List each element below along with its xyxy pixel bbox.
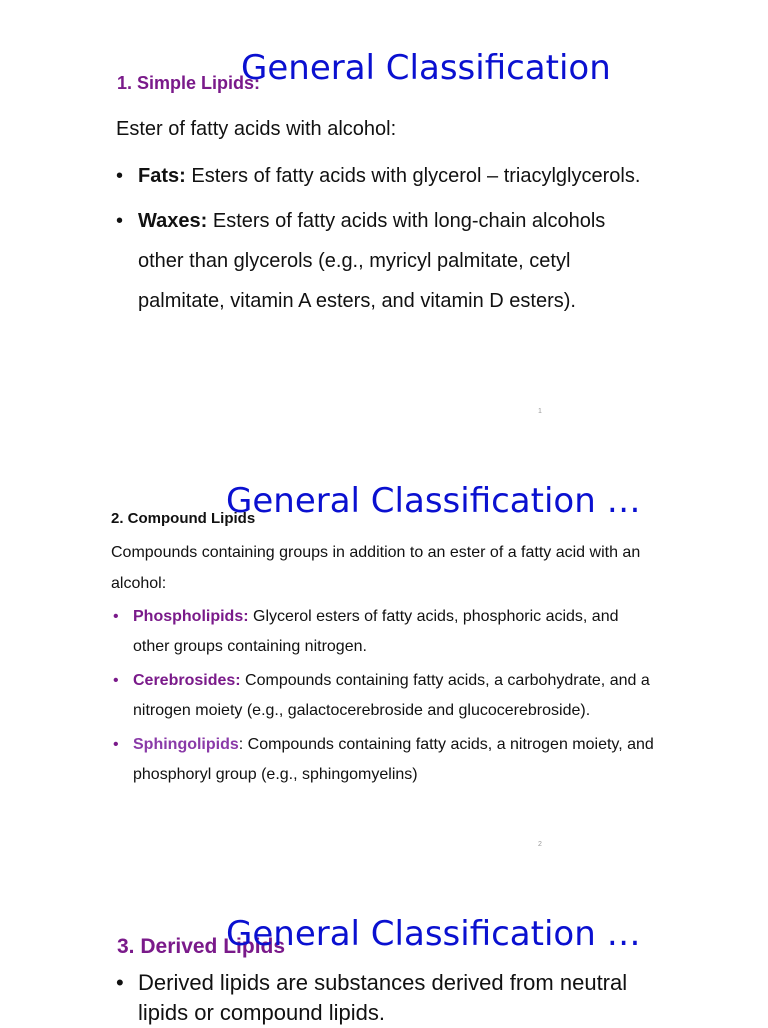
bullet-list	[116, 156, 656, 326]
term-definition: Glycerol esters of fatty acids, phosphoric acids, and other groups containing nitrogen.	[133, 608, 619, 655]
bullet-text: Derived lipids are substances derived from neutral lipids or compound lipids.	[138, 970, 628, 1025]
slide-1	[0, 0, 768, 433]
slide-title: General Classification …	[226, 914, 641, 954]
bullet-icon: •	[113, 736, 119, 753]
term-label: Sphingolipids	[133, 736, 239, 753]
list-item	[116, 968, 676, 1028]
term-label: Phospholipids:	[133, 608, 249, 625]
term-definition: Esters of fatty acids with glycerol – triacylglycerols.	[185, 165, 641, 187]
term-label: Fats:	[138, 165, 186, 187]
intro-text: Ester of fatty acids with alcohol:	[116, 118, 397, 140]
page-number: 2	[538, 841, 542, 848]
section-heading: 3. Derived Lipids	[117, 935, 286, 958]
section-heading: 1. Simple Lipids:	[117, 73, 261, 93]
intro-text: Compounds containing groups in addition to an ester of a fatty acid with an alcohol:	[111, 544, 641, 592]
term-label: Waxes:	[138, 210, 208, 232]
slide-3	[0, 866, 768, 1024]
list-item	[116, 201, 656, 321]
term-definition: : Compounds containing fatty acids, a nitrogen moiety, and phosphoryl group (e.g., sphingomyelins)	[133, 736, 654, 783]
term-definition: Compounds containing fatty acids, a carbohydrate, and a nitrogen moiety (e.g., galactocerebroside and glucocerebroside).	[133, 672, 650, 719]
slide-title: General Classification …	[226, 481, 641, 521]
bullet-list	[116, 968, 676, 1028]
section-heading: 2. Compound Lipids	[111, 510, 256, 527]
slide-title: General Classification	[241, 48, 611, 88]
list-item	[111, 730, 656, 790]
bullet-list	[111, 602, 656, 794]
list-item	[116, 156, 656, 196]
list-item	[111, 666, 656, 726]
bullet-icon: •	[116, 210, 124, 232]
page-number: 1	[538, 408, 542, 415]
term-label: Cerebrosides:	[133, 672, 241, 689]
bullet-icon: •	[113, 672, 119, 689]
bullet-icon: •	[116, 970, 124, 995]
list-item	[111, 602, 656, 662]
bullet-icon: •	[113, 608, 119, 625]
slide-2	[0, 433, 768, 866]
term-definition: Esters of fatty acids with long-chain alcohols other than glycerols (e.g., myricyl palmitate, cetyl palmitate, vitamin A esters, and vitamin D esters).	[138, 210, 606, 312]
bullet-icon: •	[116, 165, 124, 187]
